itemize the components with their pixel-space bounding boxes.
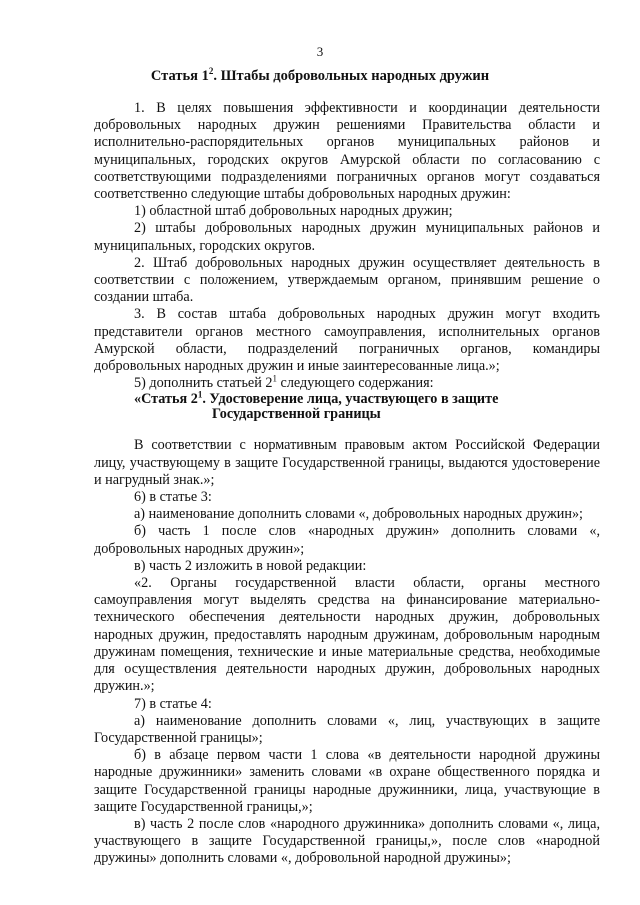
paragraph: 1. В целях повышения эффективности и координации деятельности добровольных народных дружин решениями Правительства области и исполнительно-распорядительных органов муниципальных районов и муниципальных, городских округов Амурской области по согласованию с соответствующими подразделениями пограничных органов могут создаваться соответственно следующие штабы добровольных народных дружин: xyxy=(94,100,600,203)
paragraph: а) наименование дополнить словами «, добровольных народных дружин»; xyxy=(134,506,583,523)
paragraph: б) часть 1 после слов «народных дружин» дополнить словами «, добровольных народных дружин»; xyxy=(94,523,600,557)
paragraph: 2) штабы добровольных народных дружин муниципальных районов и муниципальных, городских округов. xyxy=(94,220,600,254)
paragraph: а) наименование дополнить словами «, лиц, участвующих в защите Государственной границы»; xyxy=(94,712,600,746)
article-title: Статья $1^2$. Штабы добровольных народных дружин xyxy=(150,66,490,84)
paragraph: 7) в статье 4: xyxy=(134,695,212,712)
paragraph: В соответствии с нормативным правовым актом Российской Федерации лицу, участвующему в защите Государственной границы, выдаются удостоверение и нагрудный знак.»; xyxy=(94,437,600,488)
paragraph: 2. Штаб добровольных народных дружин осуществляет деятельность в соответствии с положением, утверждаемым органом, принявшим решение о создании штаба. xyxy=(94,254,600,306)
page-number: 3 xyxy=(316,44,324,59)
paragraph: в) часть 2 после слов «народного дружинника» дополнить словами «, лица, участвующего в защите Государственной границы,», после слов «народной дружины» дополнить словами «, добровольной народной дружины»; xyxy=(94,815,600,867)
paragraph: б) в абзаце первом части 1 слова «в деятельности народной дружины народные дружинники» заменить словами «в охране общественного порядка и защите Государственной границы народные дружинники, лица, участвующие в защите Государственной границы,»; xyxy=(94,747,600,815)
paragraph: 6) в статье 3: xyxy=(134,489,212,506)
paragraph: «2. Органы государственной власти области, органы местного самоуправления могут выделять средства на финансирование материально-технического обеспечения деятельности народных дружин, добровольных народных дружин, предоставлять народным дружинам, добровольным народным дружинам помещения, технические и иные материальные средства, необходимые для осуществления деятельности народных дружин, добровольных народных дружин.»; xyxy=(94,575,600,695)
amendment-5: 5) дополнить статьей $2^1$ следующего содержания: xyxy=(134,373,434,392)
paragraph: 1) областной штаб добровольных народных дружин; xyxy=(134,203,453,220)
paragraph: 3. В состав штаба добровольных народных дружин могут входить представители органов местного самоуправления, исполнительных органов Амурской области, подразделений пограничных органов, командиры добровольных народных дружин и иные заинтересованные лица.»; xyxy=(94,306,600,375)
paragraph: в) часть 2 изложить в новой редакции: xyxy=(134,557,367,574)
article-2-1-heading: «Статья $2^1$. Удостоверение лица, участвующего в защите Государственной границы xyxy=(134,389,499,423)
document-body xyxy=(94,100,600,868)
